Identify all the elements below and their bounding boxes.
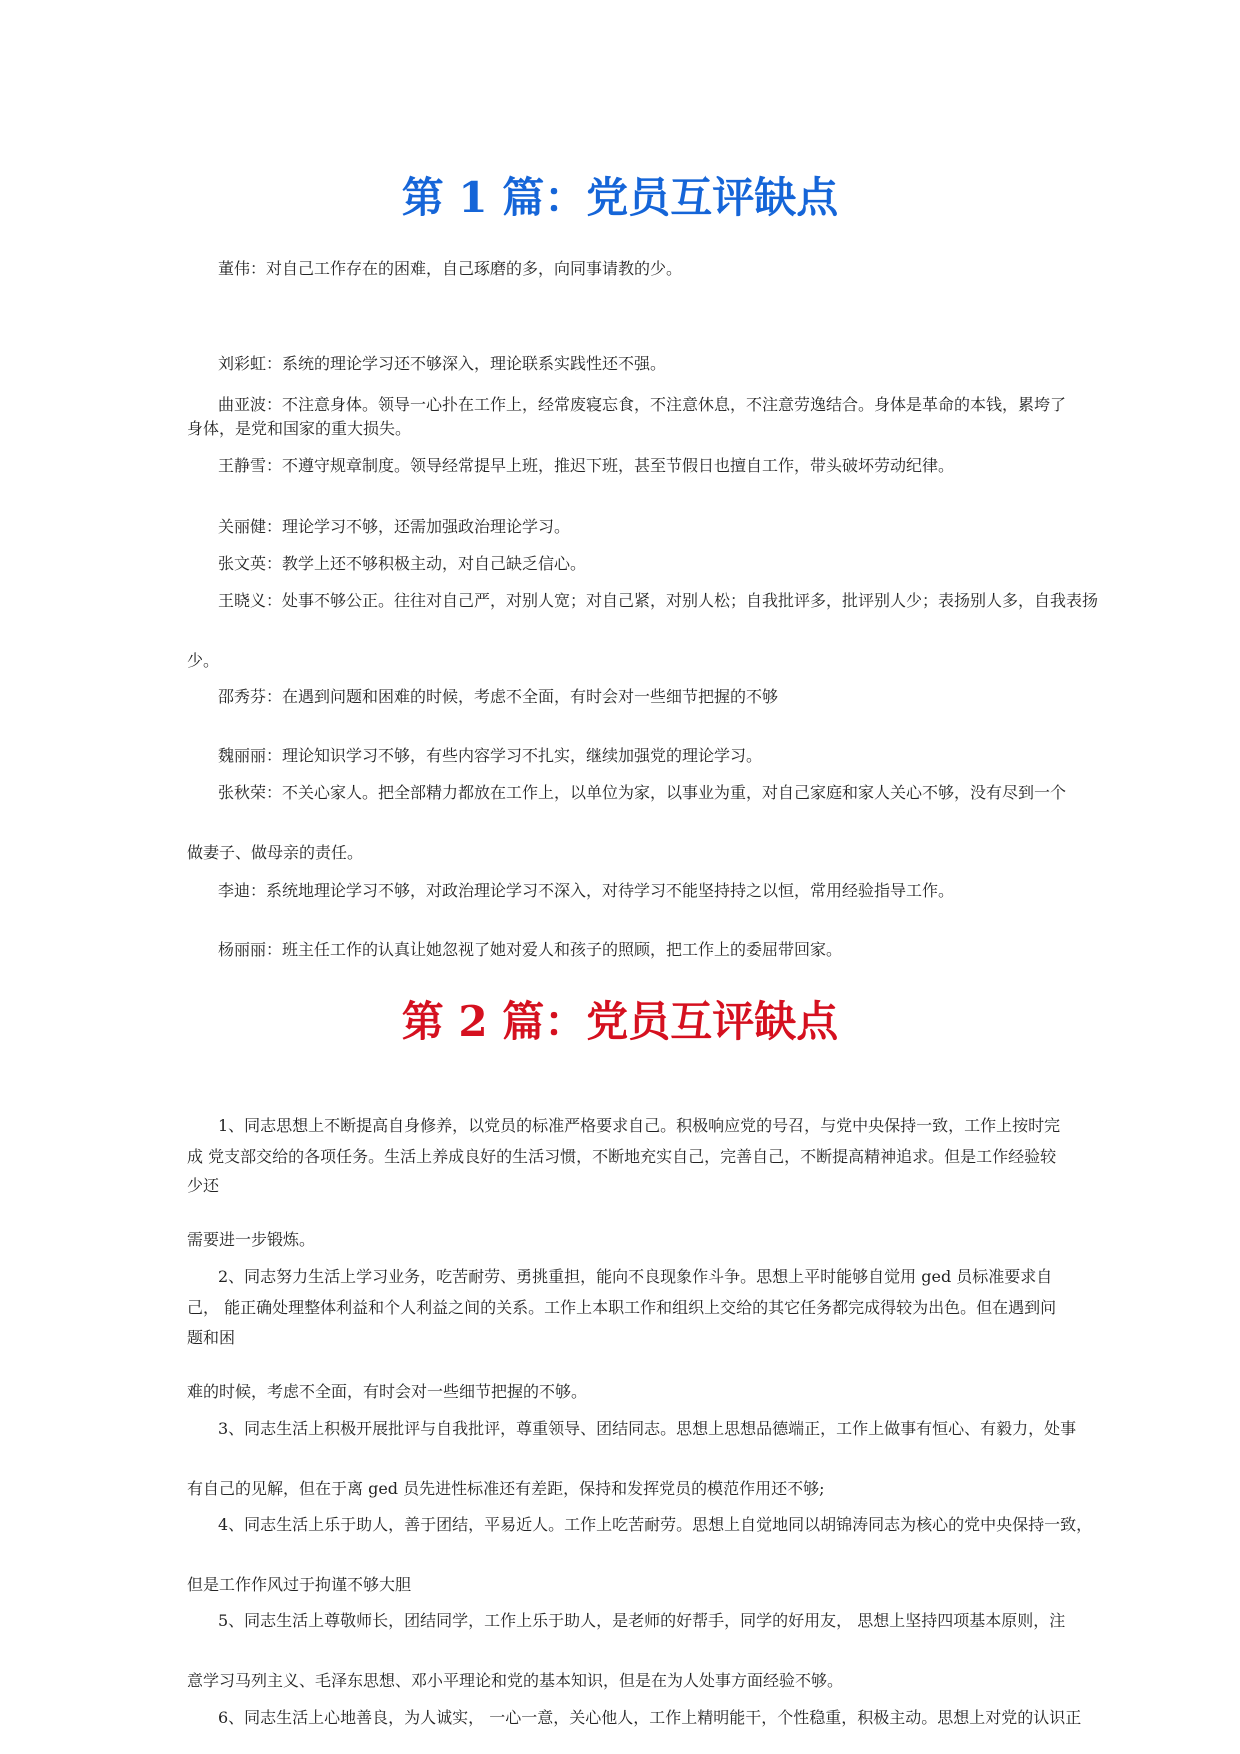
paragraph-line: 题和困 (187, 1328, 236, 1347)
paragraph-line: 2、同志努力生活上学习业务，吃苦耐劳、勇挑重担，能向不良现象作斗争。思想上平时能够自觉用 ged 员标准要求自 (218, 1267, 1053, 1286)
paragraph-line: 刘彩虹：系统的理论学习还不够深入，理论联系实践性还不强。 (218, 354, 667, 373)
paragraph-line: 1、同志思想上不断提高自身修养，以党员的标准严格要求自己。积极响应党的号召，与党中央保持一致，工作上按时完 (218, 1116, 1061, 1135)
paragraph-line: 邵秀芬：在遇到问题和困难的时候，考虑不全面，有时会对一些细节把握的不够 (218, 687, 779, 706)
paragraph-line: 6、同志生活上心地善良，为人诚实， 一心一意，关心他人，工作上精明能干，个性稳重，积极主动。思想上对党的认识正 (218, 1708, 1082, 1727)
paragraph-line: 3、同志生活上积极开展批评与自我批评，尊重领导、团结同志。思想上思想品德端正，工作上做事有恒心、有毅力，处事 (218, 1419, 1077, 1438)
paragraph-line: 少。 (187, 651, 220, 670)
paragraph-line: 李迪：系统地理论学习不够，对政治理论学习不深入，对待学习不能坚持持之以恒，常用经验指导工作。 (218, 881, 955, 900)
section-title-1: 第 1 篇：党员互评缺点 (401, 173, 839, 222)
paragraph-line: 董伟：对自己工作存在的困难，自己琢磨的多，向同事请教的少。 (218, 259, 683, 278)
paragraph-line: 王静雪：不遵守规章制度。领导经常提早上班，推迟下班，甚至节假日也擅自工作，带头破坏劳动纪律。 (218, 456, 955, 475)
paragraph-line: 有自己的见解，但在于离 ged 员先进性标准还有差距，保持和发挥党员的模范作用还不够; (187, 1479, 825, 1498)
paragraph-line: 做妻子、做母亲的责任。 (187, 843, 364, 862)
paragraph-line: 成 党支部交给的各项任务。生活上养成良好的生活习惯，不断地充实自己，完善自己，不断提高精神追求。但是工作经验较 (187, 1147, 1057, 1166)
paragraph-line: 少还 (187, 1176, 220, 1195)
paragraph-line: 魏丽丽：理论知识学习不够，有些内容学习不扎实，继续加强党的理论学习。 (218, 746, 763, 765)
paragraph-line: 曲亚波：不注意身体。领导一心扑在工作上，经常废寝忘食，不注意休息，不注意劳逸结合。身体是革命的本钱，累垮了 (218, 395, 1067, 414)
paragraph-line: 难的时候，考虑不全面，有时会对一些细节把握的不够。 (187, 1382, 588, 1401)
paragraph-line: 杨丽丽：班主任工作的认真让她忽视了她对爱人和孩子的照顾，把工作上的委屈带回家。 (218, 940, 843, 959)
paragraph-line: 意学习马列主义、毛泽东思想、邓小平理论和党的基本知识，但是在为人处事方面经验不够。 (187, 1671, 844, 1690)
paragraph-line: 张文英：教学上还不够积极主动，对自己缺乏信心。 (218, 554, 587, 573)
section-title-2: 第 2 篇：党员互评缺点 (401, 997, 839, 1046)
paragraph-line: 关丽健：理论学习不够，还需加强政治理论学习。 (218, 517, 571, 536)
paragraph-line: 4、同志生活上乐于助人，善于团结，平易近人。工作上吃苦耐劳。思想上自觉地同以胡锦涛同志为核心的党中央保持一致， (218, 1515, 1093, 1534)
paragraph-line: 张秋荣：不关心家人。把全部精力都放在工作上，以单位为家，以事业为重，对自己家庭和家人关心不够，没有尽到一个 (218, 783, 1067, 802)
paragraph-line: 身体，是党和国家的重大损失。 (187, 419, 412, 438)
paragraph-line: 王晓义：处事不够公正。往往对自己严，对别人宽；对自己紧，对别人松；自我批评多，批评别人少；表扬别人多，自我表扬 (218, 591, 1099, 610)
paragraph-line: 己， 能正确处理整体利益和个人利益之间的关系。工作上本职工作和组织上交给的其它任务都完成得较为出色。但在遇到问 (187, 1298, 1057, 1317)
paragraph-line: 但是工作作风过于拘谨不够大胆 (187, 1575, 412, 1594)
paragraph-line: 5、同志生活上尊敬师长，团结同学，工作上乐于助人，是老师的好帮手，同学的好用友， 思想上坚持四项基本原则，注 (218, 1611, 1066, 1630)
paragraph-line: 需要进一步锻炼。 (187, 1230, 316, 1249)
